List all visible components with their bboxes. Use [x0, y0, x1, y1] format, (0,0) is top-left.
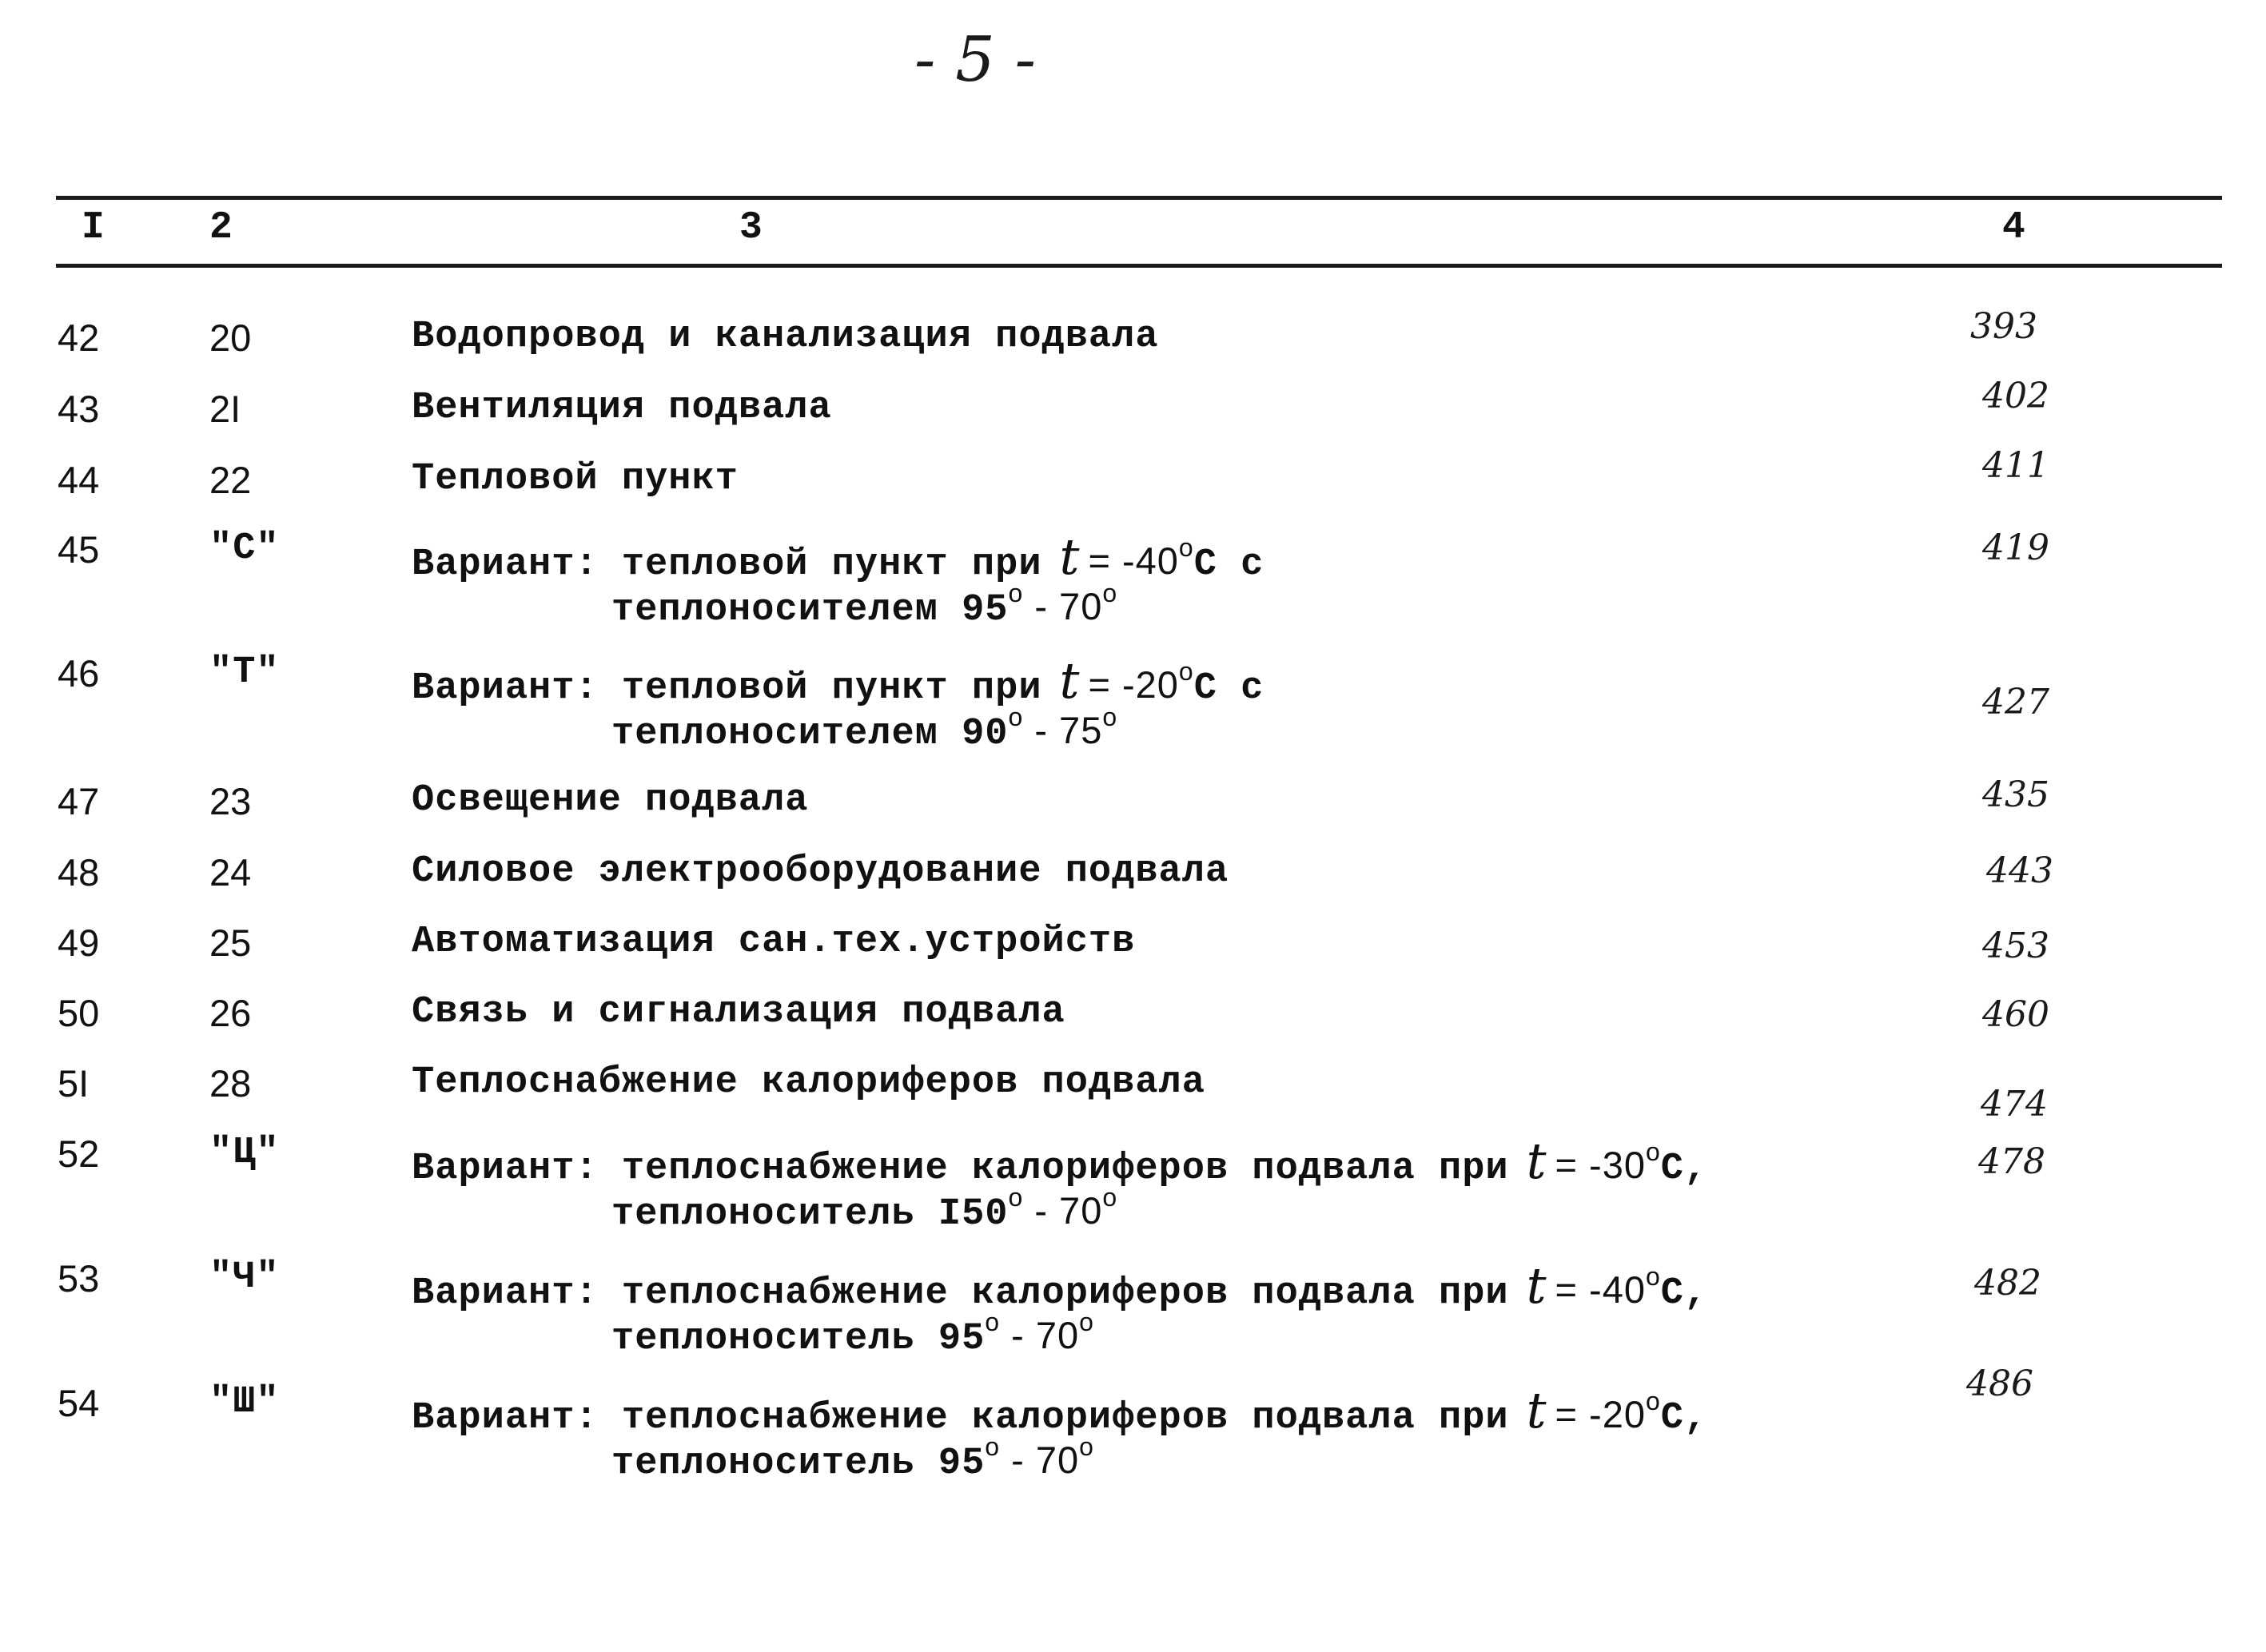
- row-page: 435: [1982, 774, 2049, 815]
- row-number: 42: [58, 316, 100, 359]
- degree-sign: o: [1645, 1262, 1661, 1291]
- row-title: Вариант: тепловой пункт при: [412, 667, 1042, 710]
- row-number: 47: [58, 780, 100, 822]
- row-formula: = -40: [1088, 539, 1179, 582]
- row-title: Силовое электрооборудование подвала: [412, 850, 1229, 893]
- row-page: 419: [1982, 527, 2049, 568]
- row-number: 52: [58, 1133, 100, 1175]
- row-formula-tail: С,: [1660, 1272, 1708, 1315]
- row-page: 443: [1986, 850, 2053, 891]
- temperature-symbol: t: [1059, 651, 1081, 710]
- row-code: 28: [209, 1062, 252, 1105]
- temperature-symbol: t: [1526, 1132, 1547, 1190]
- table-row: [0, 651, 2266, 779]
- row-code: 23: [209, 780, 252, 822]
- row-title: Тепловой пункт: [412, 458, 739, 500]
- row-number: 5I: [58, 1062, 90, 1105]
- row-code: "Ш": [209, 1381, 280, 1423]
- degree-sign: o: [1102, 1183, 1118, 1212]
- row-formula: = -20: [1555, 1393, 1646, 1435]
- row-number: 43: [58, 388, 100, 430]
- row-title: Вариант: теплоснабжение калориферов подвала при: [412, 1148, 1509, 1190]
- table-header-rule: [56, 264, 2222, 268]
- degree-sign: o: [985, 1432, 1001, 1461]
- row-code: "Т": [209, 651, 280, 694]
- row-formula-tail: С с: [1193, 667, 1264, 710]
- row-title: Вариант: теплоснабжение калориферов подвала при: [412, 1397, 1509, 1439]
- row-code: "Ч": [209, 1256, 280, 1299]
- row-subtitle-tail: - 70: [1023, 1189, 1103, 1232]
- row-code: 25: [209, 922, 252, 964]
- row-code: "С": [209, 527, 280, 570]
- row-formula-tail: С с: [1193, 543, 1264, 586]
- table-top-rule: [56, 196, 2222, 200]
- row-page: 427: [1982, 682, 2049, 723]
- table-row: [0, 1132, 2266, 1260]
- row-number: 45: [58, 528, 100, 571]
- row-title: Водопровод и канализация подвала: [412, 316, 1159, 358]
- degree-sign: o: [1178, 657, 1194, 686]
- row-number: 44: [58, 459, 100, 501]
- degree-sign: o: [1102, 703, 1118, 731]
- table-row: [0, 527, 2266, 655]
- table-row: [0, 1363, 2266, 1509]
- header-col-4: 4: [2002, 206, 2025, 249]
- row-number: 46: [58, 652, 100, 695]
- table-row: [0, 1256, 2266, 1384]
- row-formula: = -20: [1088, 663, 1179, 706]
- row-page: 402: [1982, 376, 2049, 416]
- row-subtitle-tail: - 75: [1023, 709, 1103, 751]
- row-title: Автоматизация сан.тех.устройств: [412, 921, 1136, 963]
- row-title: Вариант: тепловой пункт при: [412, 543, 1042, 586]
- row-formula: = -40: [1555, 1268, 1646, 1311]
- row-subtitle: теплоносителем 90: [611, 713, 1009, 755]
- row-subtitle: теплоноситель 95: [611, 1443, 986, 1485]
- row-page: 411: [1982, 445, 2049, 486]
- row-code: 26: [209, 992, 252, 1034]
- row-subtitle: теплоноситель 95: [611, 1318, 986, 1360]
- degree-sign: o: [1079, 1308, 1094, 1336]
- row-page: 478: [1978, 1141, 2045, 1182]
- row-number: 48: [58, 851, 100, 894]
- row-page: 393: [1970, 306, 2037, 347]
- row-subtitle: теплоноситель I50: [611, 1193, 1009, 1236]
- row-number: 50: [58, 992, 100, 1034]
- degree-sign: o: [1645, 1137, 1661, 1166]
- degree-sign: o: [1645, 1387, 1661, 1415]
- row-number: 53: [58, 1257, 100, 1300]
- row-page: 486: [1966, 1363, 2033, 1404]
- row-code: 2I: [209, 388, 241, 430]
- degree-sign: o: [1008, 579, 1024, 607]
- row-page: 460: [1982, 994, 2049, 1035]
- degree-sign: o: [1102, 579, 1118, 607]
- row-formula: = -30: [1555, 1144, 1646, 1186]
- row-page: 482: [1974, 1263, 2041, 1304]
- page-number: - 5 -: [914, 24, 1036, 96]
- temperature-symbol: t: [1526, 1256, 1547, 1315]
- degree-sign: o: [1008, 703, 1024, 731]
- degree-sign: o: [1079, 1432, 1094, 1461]
- row-code: 20: [209, 316, 252, 359]
- row-number: 54: [58, 1382, 100, 1424]
- row-number: 49: [58, 922, 100, 964]
- degree-sign: o: [1178, 533, 1194, 562]
- row-title: Вариант: теплоснабжение калориферов подвала при: [412, 1272, 1509, 1315]
- row-formula-tail: С,: [1660, 1148, 1708, 1190]
- row-subtitle: теплоносителем 95: [611, 589, 1009, 631]
- degree-sign: o: [1008, 1183, 1024, 1212]
- header-col-2: 2: [209, 206, 233, 249]
- row-code: 24: [209, 851, 252, 894]
- row-page: 453: [1982, 926, 2049, 966]
- row-title: Освещение подвала: [412, 779, 809, 822]
- row-subtitle-tail: - 70: [1000, 1439, 1080, 1481]
- row-page: 474: [1981, 1084, 2048, 1125]
- row-formula-tail: С,: [1660, 1397, 1708, 1439]
- row-code: "Ц": [209, 1132, 280, 1174]
- row-title: Связь и сигнализация подвала: [412, 991, 1065, 1033]
- degree-sign: o: [985, 1308, 1001, 1336]
- row-title: Теплоснабжение калориферов подвала: [412, 1061, 1205, 1104]
- row-subtitle-tail: - 70: [1023, 585, 1103, 627]
- row-subtitle-tail: - 70: [1000, 1314, 1080, 1356]
- row-code: 22: [209, 459, 252, 501]
- row-title: Вентиляция подвала: [412, 387, 832, 429]
- temperature-symbol: t: [1059, 527, 1081, 586]
- header-col-3: 3: [739, 206, 763, 249]
- header-col-1: I: [82, 206, 105, 249]
- temperature-symbol: t: [1526, 1381, 1547, 1439]
